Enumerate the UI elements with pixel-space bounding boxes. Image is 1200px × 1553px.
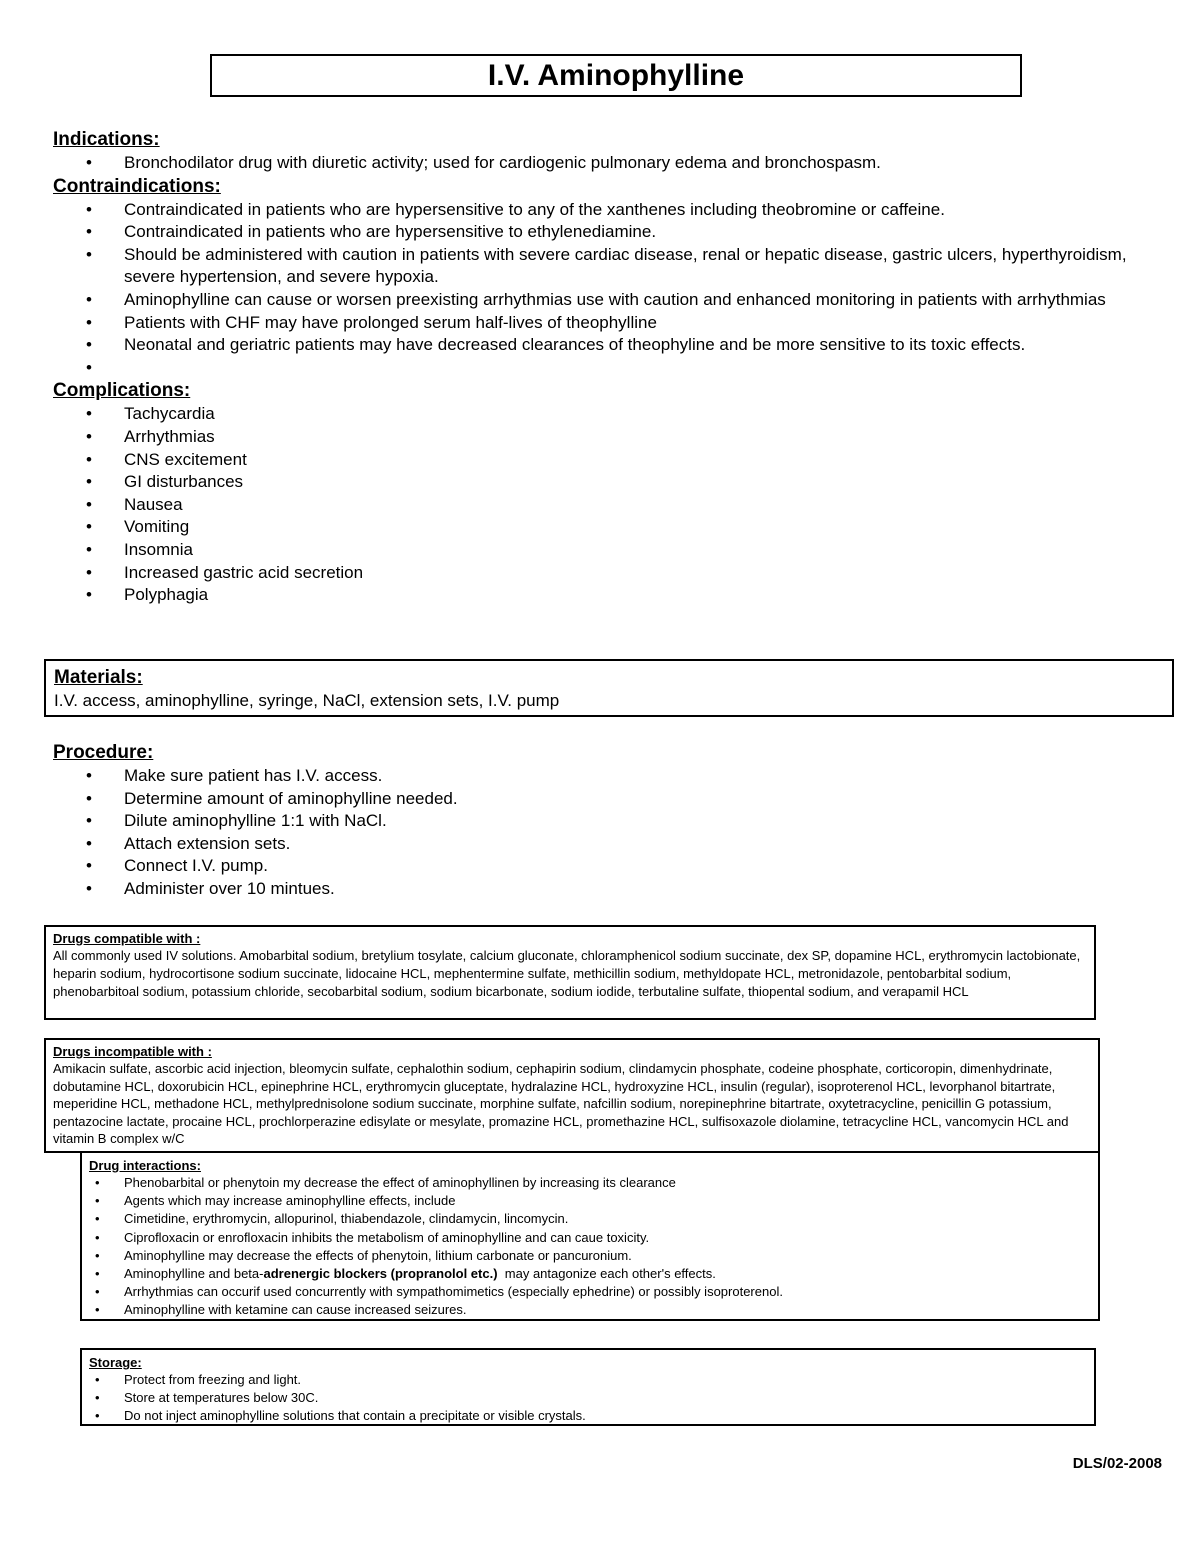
list-item: • Ciprofloxacin or enrofloxacin inhibits the metabolism of aminophylline and can caue toxicity. [89, 1229, 1092, 1247]
list-item: • Connect I.V. pump. [53, 855, 458, 878]
materials-box [44, 659, 1174, 717]
bullet-icon: • [95, 1229, 100, 1245]
list-item: • Should be administered with caution in patients with severe cardiac disease, renal or hepatic disease, gastric ulcers, hyperthyroidism, severe hypertension, and severe hypoxia. [86, 244, 1127, 287]
bullet-icon: • [95, 1390, 100, 1406]
incompatible-box [44, 1038, 1100, 1153]
bullet-icon: • [86, 449, 92, 469]
list-item: • Aminophylline may decrease the effects of phenytoin, lithium carbonate or pancuronium. [89, 1247, 1092, 1265]
interactions-heading: Drug interactions: [89, 1158, 201, 1173]
bullet-icon: • [86, 199, 92, 219]
list-item: • Administer over 10 mintues. [53, 878, 458, 901]
bullet-icon: • [95, 1372, 100, 1387]
footer-code: DLS/02-2008 [1072, 1455, 1162, 1472]
bullet-icon: • [86, 856, 92, 876]
list-item: • Nausea [53, 494, 1200, 517]
bullet-icon: • [95, 1247, 100, 1263]
bullet-icon: • [86, 289, 92, 309]
bullet-icon: • [86, 539, 92, 559]
indications-list [53, 152, 1200, 175]
list-item: • Protect from freezing and light. [89, 1371, 1088, 1389]
procedure-heading: Procedure: [53, 742, 154, 763]
bullet-icon: • [86, 404, 92, 424]
list-item: • Do not inject aminophylline solutions that contain a precipitate or visible crystals. [89, 1407, 1088, 1425]
bullet-icon: • [86, 472, 92, 492]
bullet-icon: • [86, 494, 92, 514]
interactions-box [80, 1151, 1100, 1321]
contraindications-list [53, 199, 1200, 380]
bullet-icon: • [86, 335, 92, 355]
compatible-box [44, 925, 1096, 1020]
list-item: • Arrhythmias can occurif used concurrently with sympathomimetics (especially ephedrine) or possibly isoproterenol. [89, 1283, 1092, 1301]
page-title: I.V. Aminophylline [487, 59, 745, 92]
list-item: • Increased gastric acid secretion [53, 562, 1200, 585]
bullet-icon: • [86, 517, 92, 537]
list-item: • Make sure patient has I.V. access. [53, 765, 458, 788]
bullet-icon: • [86, 833, 92, 853]
bullet-icon: • [95, 1266, 100, 1282]
list-item: • Aminophylline with ketamine can cause increased seizures. [89, 1301, 1092, 1319]
bullet-icon: • [86, 426, 92, 446]
materials-text: I.V. access, aminophylline, syringe, NaCl, extension sets, I.V. pump [54, 691, 560, 710]
incompatible-heading: Drugs incompatible with : [53, 1044, 212, 1059]
bullet-icon: • [95, 1175, 100, 1190]
contraindications-heading: Contraindications: [53, 175, 221, 197]
procedure-section [53, 741, 458, 901]
bullet-icon: • [95, 1302, 100, 1318]
list-item: • Arrhythmias [53, 426, 1200, 449]
indications-section [53, 128, 1200, 607]
incompatible-text: Amikacin sulfate, ascorbic acid injection, bleomycin sulfate, cephalothin sodium, cephapirin sodium, clindamycin phosphate, codeine phosphate, corticoropin, dimenhydrinate, dobutamine HCL, doxorubicin HCL, epinephrine HCL, erythromycin gluceptate, hydralazine HCL, hydroxyzine HCL, insulin (regular), isoproterenol HCL, levorphanol bitartrate, meperidine HCL, methadone HCL, methylprednisolone sodium succinate, morphine sulfate, nafcillin sodium, norepinephrine bitartrate, oxytetracycline, penicillin G potassium, pentazocine lactate, procaine HCL, prochlorperazine edisylate or mesylate, promazine HCL, promethazine HCL, sulfisoxazole diolamine, tetracycline HCL, vancomycin HCL and vitamin B complex w/C [53, 1061, 1069, 1147]
list-item: • Insomnia [53, 539, 1200, 562]
list-item: • Aminophylline can cause or worsen preexisting arrhythmias use with caution and enhanced monitoring in patients with arrhythmias [53, 289, 1200, 312]
bullet-icon: • [86, 878, 92, 898]
complications-heading: Complications: [53, 380, 191, 402]
list-item: • Store at temperatures below 30C. [89, 1389, 1088, 1407]
storage-list [89, 1371, 1088, 1426]
bullet-icon: • [86, 153, 92, 172]
bullet-icon: • [86, 585, 92, 605]
compatible-heading: Drugs compatible with : [53, 931, 201, 946]
bullet-icon: • [86, 312, 92, 332]
compatible-text: All commonly used IV solutions. Amobarbital sodium, bretylium tosylate, calcium gluconate, chloramphenicol sodium succinate, dex SP, dopamine HCL, erythromycin lactobionate, heparin sodium, hydrocortisone sodium succinate, lidocaine HCL, mephentermine sulfate, methicillin sodium, methyldopate HCL, metronidazole, pentobarbital sodium, phenobarbitoal sodium, potassium chloride, secobarbital sodium, sodium bicarbonate, sodium iodide, terbutaline sulfate, thiopental sodium, and verapamil HCL [53, 948, 1081, 999]
bullet-icon: • [95, 1211, 100, 1227]
list-item: • Cimetidine, erythromycin, allopurinol, thiabendazole, clindamycin, lincomycin. [89, 1210, 1092, 1228]
list-item: • Bronchodilator drug with diuretic activity; used for cardiogenic pulmonary edema and bronchospasm. [53, 152, 1200, 175]
bullet-icon: • [86, 222, 92, 242]
list-item: • Aminophylline and beta-adrenergic blockers (propranolol etc.) may antagonize each other's effects. [89, 1265, 1092, 1283]
list-item: • Polyphagia [53, 584, 1200, 607]
list-item: • Attach extension sets. [53, 833, 458, 856]
list-item: • Dilute aminophylline 1:1 with NaCl. [53, 810, 458, 833]
bullet-icon: • [86, 562, 92, 582]
list-item: • Neonatal and geriatric patients may have decreased clearances of theophyline and be more sensitive to its toxic effects. [53, 334, 1200, 357]
materials-heading: Materials: [54, 667, 143, 688]
list-item: • Determine amount of aminophylline needed. [53, 788, 458, 811]
bullet-icon: • [86, 766, 92, 785]
bullet-icon: • [86, 357, 92, 377]
interactions-list [89, 1174, 1092, 1320]
bullet-icon: • [86, 788, 92, 808]
list-item: • Vomiting [53, 516, 1200, 539]
storage-box [80, 1348, 1096, 1426]
complications-list [53, 403, 1200, 606]
title-box [210, 54, 1022, 97]
bullet-icon: • [95, 1408, 100, 1424]
procedure-list [53, 765, 458, 901]
list-item: • Patients with CHF may have prolonged serum half-lives of theophylline [53, 312, 1200, 335]
bullet-icon: • [95, 1193, 100, 1209]
list-item: • Contraindicated in patients who are hypersensitive to any of the xanthenes including theobromine or caffeine. [53, 199, 1200, 222]
list-item [53, 357, 1200, 380]
bullet-icon: • [86, 244, 92, 264]
list-item: • Agents which may increase aminophylline effects, include [89, 1192, 1092, 1210]
indications-heading: Indications: [53, 129, 160, 150]
bullet-icon: • [95, 1284, 100, 1300]
list-item: • CNS excitement [53, 449, 1200, 472]
bullet-icon: • [86, 811, 92, 831]
storage-heading: Storage: [89, 1355, 142, 1370]
list-item: • GI disturbances [53, 471, 1200, 494]
list-item: • Phenobarbital or phenytoin my decrease the effect of aminophyllinen by increasing its clearance [89, 1174, 1092, 1192]
list-item: • Tachycardia [53, 403, 1200, 426]
list-item: • Contraindicated in patients who are hypersensitive to ethylenediamine. [53, 221, 1200, 244]
